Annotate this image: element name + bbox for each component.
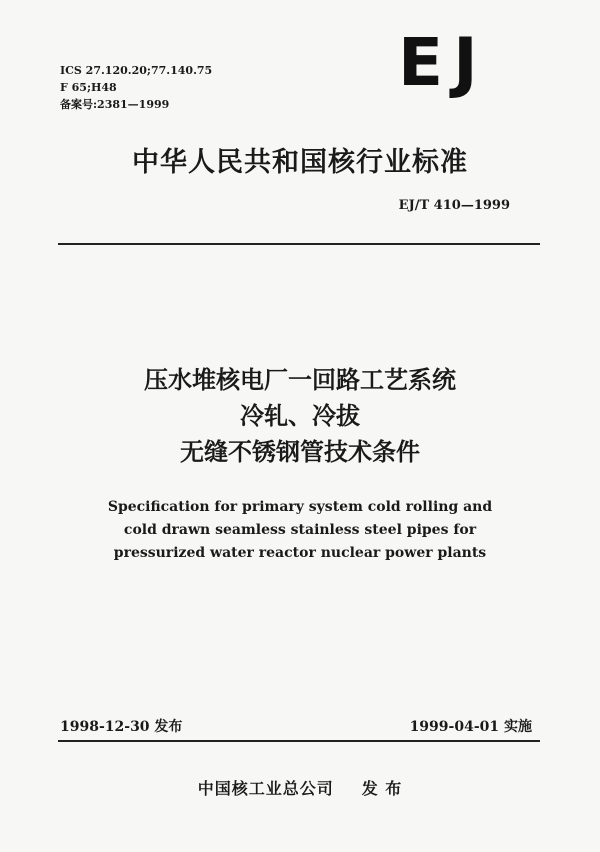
standard-number: EJ/T 410—1999 bbox=[398, 198, 510, 213]
ics-code: ICS 27.120.20;77.140.75 bbox=[60, 64, 213, 77]
publisher bbox=[0, 776, 600, 799]
title-zh-line: 无缝不锈钢管技术条件 bbox=[180, 438, 420, 466]
title-zh-line: 冷轧、冷拔 bbox=[240, 402, 360, 430]
publisher-action: 发 布 bbox=[361, 779, 403, 798]
title-zh-line: 压水堆核电厂一回路工艺系统 bbox=[144, 366, 456, 394]
meta-block bbox=[60, 62, 212, 113]
implementation-date: 1999-04-01 实施 bbox=[409, 719, 532, 735]
issue-date: 1998-12-30 发布 bbox=[60, 719, 183, 735]
document-title-en bbox=[0, 496, 600, 565]
header-divider bbox=[58, 243, 540, 245]
standard-title: 中华人民共和国核行业标准 bbox=[132, 147, 468, 178]
document-title-zh bbox=[0, 362, 600, 470]
footer-divider bbox=[58, 740, 540, 742]
title-en-line: pressurized water reactor nuclear power plants bbox=[113, 545, 487, 561]
title-en-line: cold drawn seamless stainless steel pipes for bbox=[123, 522, 477, 538]
title-en-line: Specification for primary system cold rolling and bbox=[107, 499, 493, 515]
filing-number: 备案号:2381—1999 bbox=[60, 98, 170, 111]
ej-logo: EJ bbox=[398, 24, 488, 101]
publisher-name: 中国核工业总公司 bbox=[197, 779, 334, 798]
classification-code: F 65;H48 bbox=[60, 81, 117, 94]
